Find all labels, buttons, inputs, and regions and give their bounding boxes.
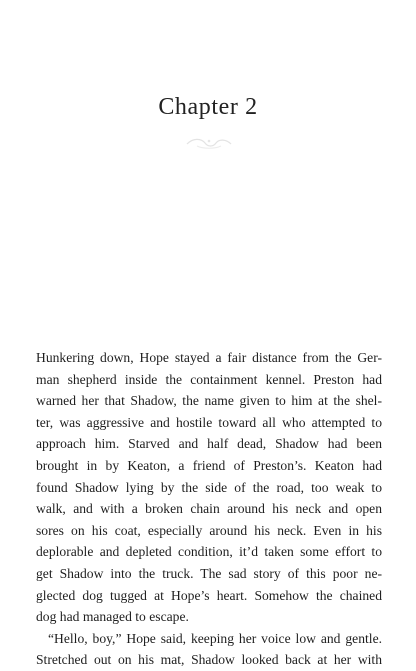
- body-line: brought in by Keaton, a friend of Preston’s. Keaton had: [36, 457, 382, 473]
- body-line: Stretched out on his mat, Shadow looked back at her with: [36, 652, 382, 668]
- body-line: approach him. Starved and half dead, Shadow had been: [36, 436, 382, 452]
- body-line: ter, was aggressive and hostile toward all who attempted to: [36, 414, 382, 430]
- body-line: found Shadow lying by the side of the road, too weak to: [36, 479, 382, 495]
- body-line: warned her that Shadow, the name given to him at the shel-: [36, 393, 382, 409]
- body-line: glected dog tugged at Hope’s heart. Somehow the chained: [36, 587, 382, 603]
- flourish-ornament-icon: [183, 134, 235, 152]
- chapter-title: Chapter 2: [158, 94, 258, 120]
- body-line: Hunkering down, Hope stayed a fair distance from the Ger-: [36, 350, 382, 365]
- body-line: sores on his coat, especially around his neck. Even in his: [36, 522, 382, 538]
- chapter-body: [36, 347, 382, 671]
- body-line: walk, and with a broken chain around his neck and open: [36, 501, 382, 517]
- body-line: deplorable and depleted condition, it’d taken some effort to: [36, 544, 382, 560]
- body-line: get Shadow into the truck. The sad story of this poor ne-: [36, 565, 382, 581]
- body-line: man shepherd inside the containment kennel. Preston had: [36, 371, 382, 387]
- body-line: “Hello, boy,” Hope said, keeping her voice low and gentle.: [48, 630, 382, 646]
- body-line: dog had managed to escape.: [36, 609, 189, 625]
